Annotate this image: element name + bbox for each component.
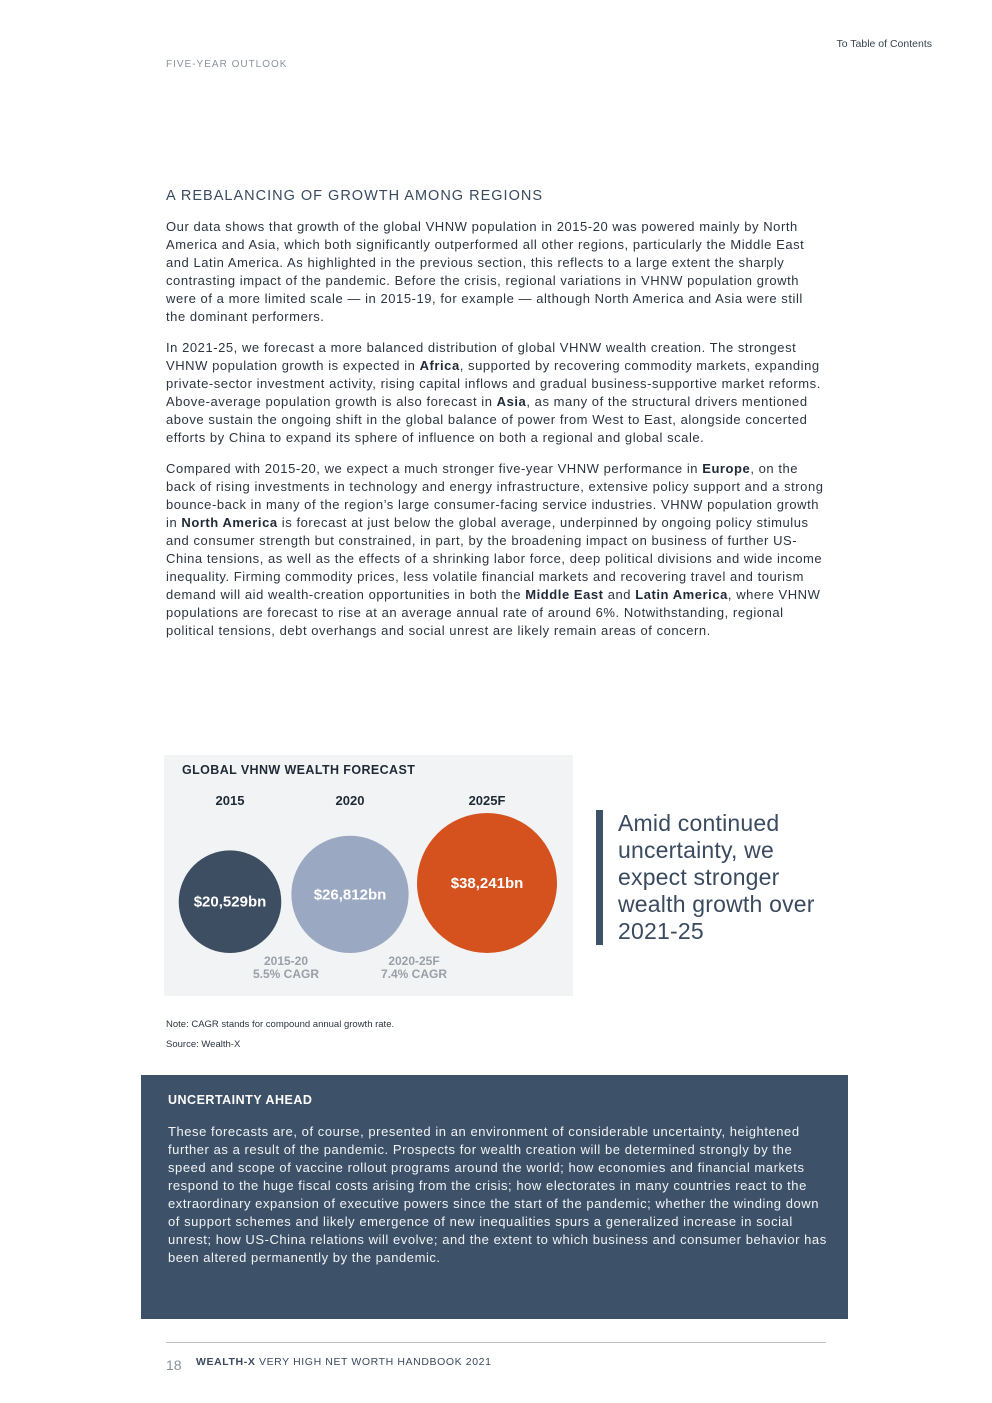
bubble-chart-svg: [164, 755, 573, 996]
growth-cagr-label: 7.4% CAGR: [380, 967, 448, 981]
region-latin-america: Latin America: [635, 587, 728, 602]
article-title: A REBALANCING OF GROWTH AMONG REGIONS: [166, 188, 543, 204]
category-label: 2020: [335, 793, 365, 808]
chart-note: Note: CAGR stands for compound annual growth rate.: [166, 1019, 395, 1030]
region-europe: Europe: [702, 461, 751, 476]
paragraph-1: Our data shows that growth of the global VHNW population in 2015-20 was powered mainly by North America and Asia, which both significantly outperformed all other regions, particularly the Middle East and Latin America. As highlighted in the previous section, this reflects to a large extent the sharply contrasting impact of the pandemic. Before the crisis, regional variations in VHNW population growth were of a more limited scale — in 2015-19, for example — although North America and Asia were still the dominant performers.: [166, 219, 805, 324]
chart-title: GLOBAL VHNW WEALTH FORECAST: [182, 763, 416, 777]
bubble-value-label: $20,529bn: [193, 893, 267, 911]
growth-period-label: 2020-25F: [388, 954, 440, 968]
footer-title: [196, 1356, 492, 1368]
paragraph-3: Compared with 2015-20, we expect a much stronger five-year VHNW performance in Europe, on the back of rising investments in technology and energy infrastructure, extensive policy support and a strong bounce-back in many of the region’s large consumer-facing service industries. VHNW population growth in North America is forecast at just below the global average, underpinned by ongoing policy stimulus and consumer strength but constrained, in part, by the broadening impact on business of further US-China tensions, as well as the effects of a shrinking labor force, deep political divisions and wide income inequality. Firming commodity prices, less volatile financial markets and recovering travel and tourism demand will aid wealth-creation opportunities in both the Middle East and Latin America, where VHNW populations are forecast to rise at an average annual rate of around 6%. Notwithstanding, regional political tensions, debt overhangs and social unrest are likely remain areas of concern.: [166, 461, 824, 638]
bubble-value-label: $38,241bn: [450, 875, 524, 892]
page-number: 18: [166, 1357, 182, 1373]
growth-period-label: 2015-20: [263, 954, 309, 968]
box-text: These forecasts are, of course, presented in an environment of considerable uncertainty, heightened further as a result of the pandemic. Prospects for wealth creation will be determined strongly by the speed and scope of vaccine rollout programs around the world; how economies and financial markets respond to the huge fiscal costs arising from the crisis; how electorates in many countries react to the extraordinary expansion of executive powers since the start of the pandemic; whether the winding down of support schemes and likely emergence of new inequalities spurs a generalized increase in social unrest; how US-China relations will evolve; and the extent to which business and consumer behavior has been altered permanently by the pandemic.: [168, 1124, 827, 1265]
paragraph-2: In 2021-25, we forecast a more balanced distribution of global VHNW wealth creation. The strongest VHNW population growth is expected in Africa, supported by recovering commodity markets, expanding private-sector investment activity, rising capital inflows and gradual business-supportive market reforms. Above-average population growth is also forecast in Asia, as many of the structural drivers mentioned above sustain the ongoing shift in the global balance of power from West to East, alongside concerted efforts by China to expand its sphere of influence on both a regional and global scale.: [166, 340, 821, 445]
footer-brand: WEALTH-X: [196, 1356, 256, 1368]
footer-divider: [166, 1342, 826, 1343]
wealth-forecast-chart: [164, 755, 573, 996]
box-title: UNCERTAINTY AHEAD: [168, 1093, 313, 1107]
region-north-america: North America: [181, 515, 278, 530]
uncertainty-box: [141, 1075, 848, 1319]
section-label: FIVE-YEAR OUTLOOK: [166, 59, 288, 70]
category-label: 2025F: [468, 793, 506, 808]
footer-handbook-title: VERY HIGH NET WORTH HANDBOOK 2021: [258, 1356, 492, 1368]
table-of-contents-link[interactable]: To Table of Contents: [836, 38, 932, 50]
chart-source: Source: Wealth-X: [166, 1039, 241, 1050]
region-middle-east: Middle East: [525, 587, 604, 602]
region-africa: Africa: [419, 358, 460, 373]
region-asia: Asia: [496, 394, 527, 409]
pull-quote-text: Amid continued uncertainty, we expect stronger wealth growth over 2021-25: [618, 810, 815, 944]
bubble-value-label: $26,812bn: [313, 886, 387, 904]
pull-quote: [596, 810, 848, 945]
growth-cagr-label: 5.5% CAGR: [252, 967, 320, 981]
article: [166, 188, 826, 653]
category-label: 2015: [215, 793, 245, 808]
